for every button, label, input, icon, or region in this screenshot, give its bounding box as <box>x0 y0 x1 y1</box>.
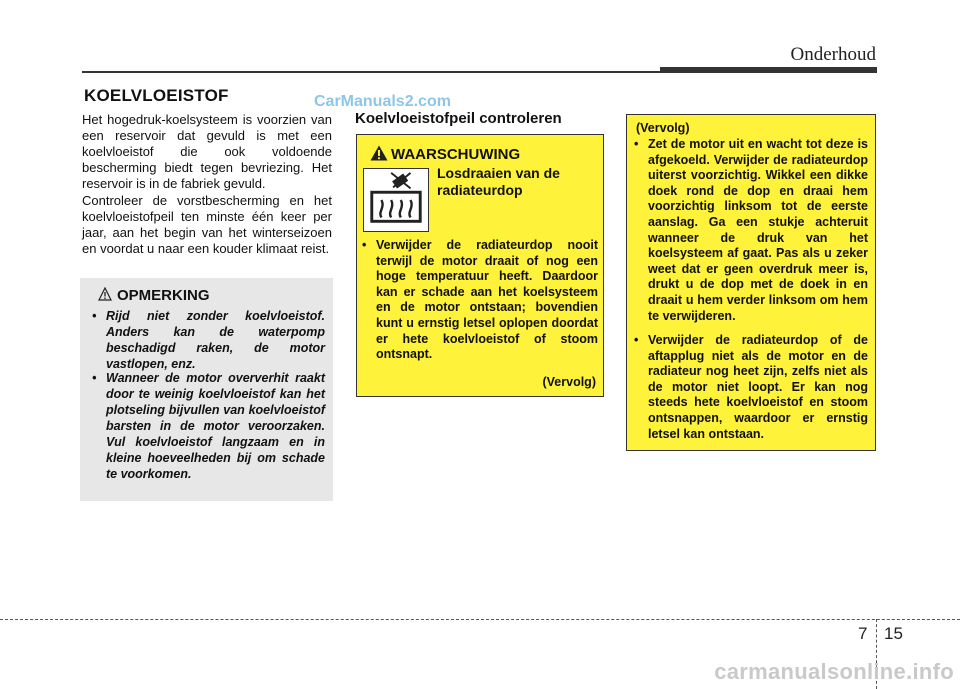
note-item-text: Wanneer de motor oververhit raakt door te weinig koelvloeistof kan het plotseling bijvullen van koelvloeistof barsten in de motor veroorzaken. Vul koelvloeistof langzaam en in kleine hoeveelheden bij om schade te voorkomen. <box>106 371 325 481</box>
note-item <box>92 370 325 482</box>
header-rule-thin <box>82 71 660 73</box>
chapter-header-title: Onderhoud <box>790 44 876 65</box>
bullet: • <box>634 137 639 151</box>
note-triangle-icon <box>98 287 112 301</box>
warning-item <box>362 238 598 363</box>
watermark-top: CarManuals2.com <box>314 93 451 110</box>
bullet: • <box>92 309 97 323</box>
bullet: • <box>634 333 639 347</box>
bullet: • <box>92 371 97 385</box>
section-title: KOELVLOEISTOF <box>84 86 229 105</box>
intro-paragraph-1: Het hogedruk-koelsysteem is voorzien van een reservoir dat gevuld is met een koelvloeistof die ook voldoende bescherming biedt tegen bevriezing. Het reservoir is in de fabriek gevuld. <box>82 112 332 191</box>
warning-item-text: Verwijder de radiateurdop nooit terwijl de motor draait of nog een hoge temperatuur heeft. Daardoor kan er schade aan het koelsysteem en de motor ontstaan; bovendien kunt u ernstig letsel oplopen doordat er hete koelvloeistof of stoom ontsnapt. <box>376 238 598 362</box>
radiator-cap-hot-icon <box>363 168 429 232</box>
note-title: OPMERKING <box>117 287 210 304</box>
continued-title: (Vervolg) <box>636 121 690 135</box>
warning-continued-label: (Vervolg) <box>542 375 596 389</box>
footer-rule <box>0 619 960 620</box>
bullet: • <box>362 238 367 252</box>
note-item <box>92 308 325 372</box>
warning-title: WAARSCHUWING <box>391 146 521 163</box>
page-chapter-number: 7 <box>858 624 868 643</box>
continued-item-text: Verwijder de radiateurdop of de aftapplug niet als de motor en de radiateur nog heet zijn, zelfs niet als de motor niet loopt. Er kan nog steeds hete koelvloeistof en stoom ontsnappen, waardoor er ernstig letsel kan ontstaan. <box>648 333 868 441</box>
note-item-text: Rijd niet zonder koelvloeistof. Anders kan de waterpomp beschadigd raken, de motor vastlopen, enz. <box>106 309 325 371</box>
page-number: 15 <box>884 624 903 643</box>
warning-triangle-icon <box>370 145 388 161</box>
continued-item <box>634 333 868 442</box>
watermark-bottom: carmanualsonline.info <box>714 659 954 684</box>
header-rule-thick <box>660 67 877 73</box>
intro-paragraph-2: Controleer de vorstbescherming en het koelvloeistofpeil ten minste één keer per jaar, aan het begin van het winterseizoen en voordat u naar een kouder klimaat reist. <box>82 193 332 256</box>
warning-subtitle: Losdraaien van de radiateurdop <box>437 165 560 198</box>
continued-item-text: Zet de motor uit en wacht tot deze is afgekoeld. Verwijder de radiateurdop uiterst voorzichtig. Wikkel een dikke doek rond de dop en draai hem voorzichtig linksom tot de eerste aanslag. Ga een stukje achteruit wanneer de druk van het koelsysteem af gaat. Pas als u zeker weet dat er geen overdruk meer is, drukt u de dop met de doek in en draait u hem verder linksom om hem te verwijderen. <box>648 137 868 323</box>
continued-item <box>634 137 868 324</box>
subsection-title: Koelvloeistofpeil controleren <box>355 110 562 127</box>
